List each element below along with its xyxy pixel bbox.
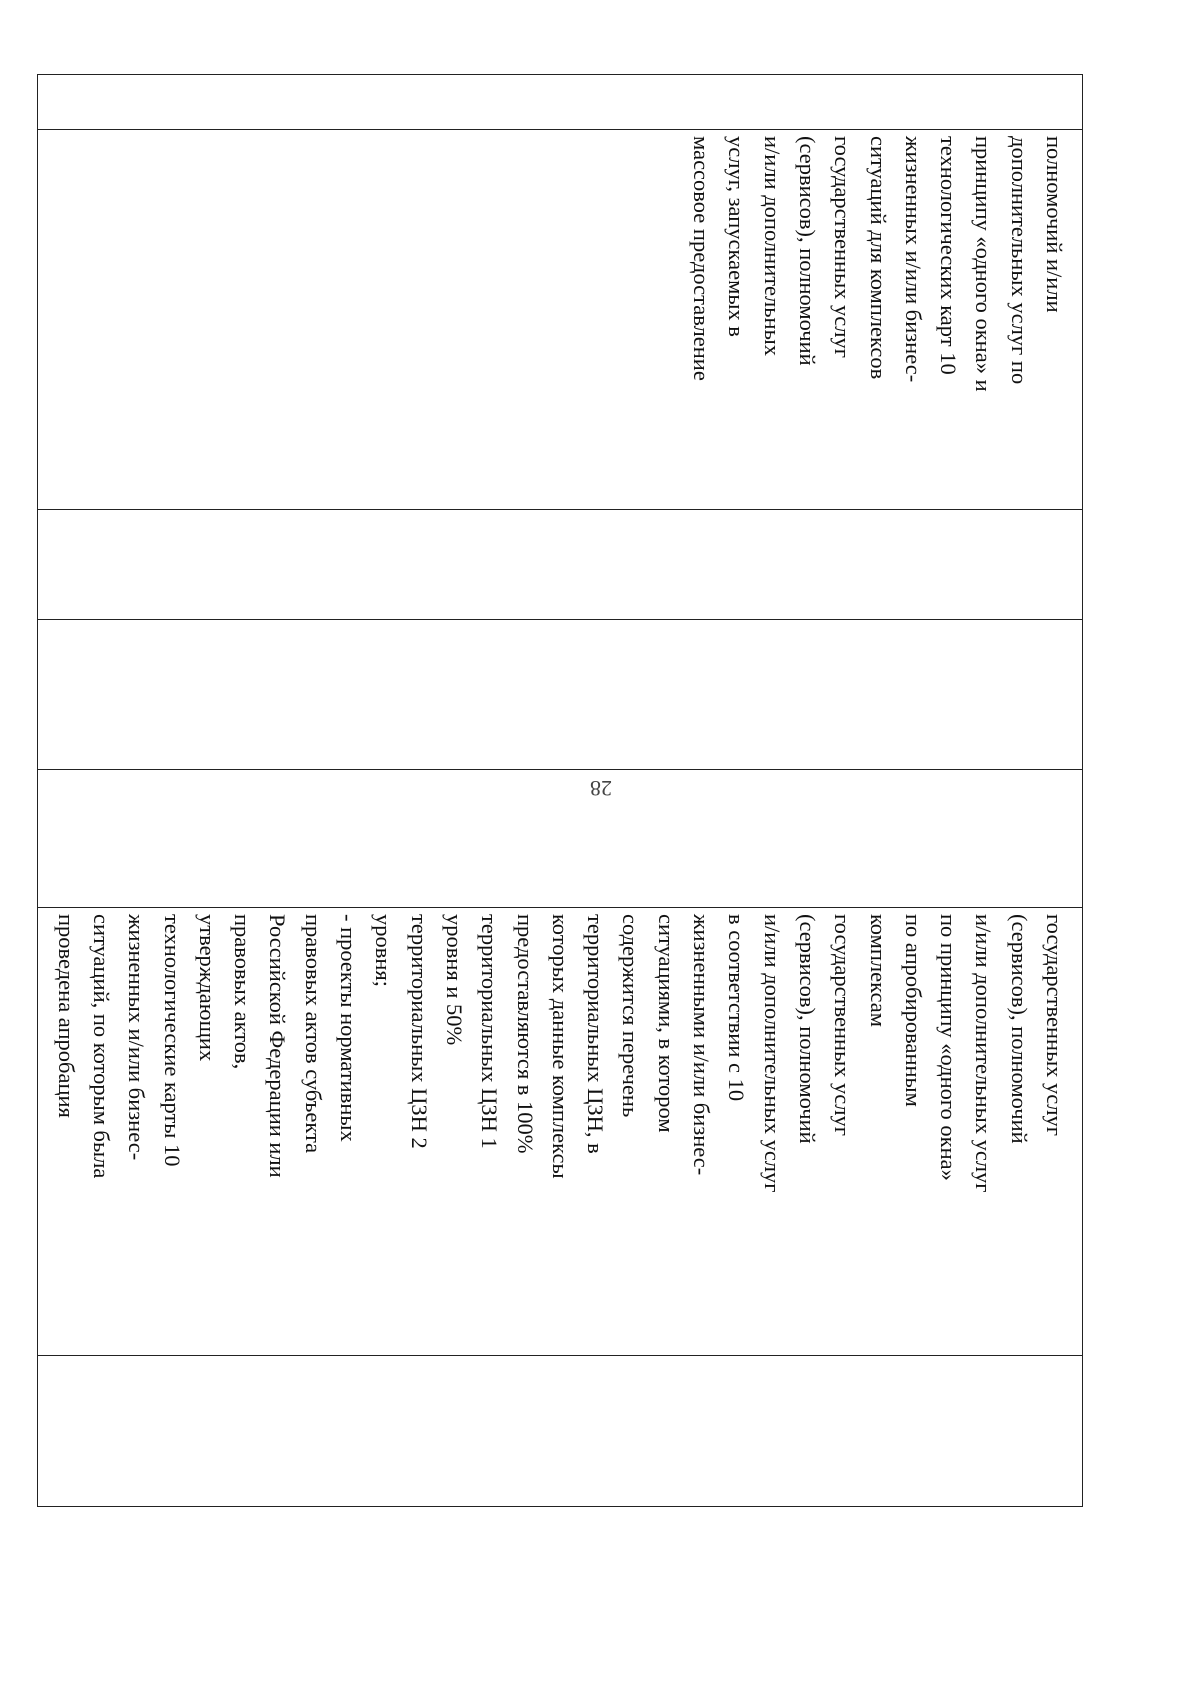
result-text-line: правовых актов, [230,914,256,1070]
result-text-line: территориальных ЦЗН, в [583,914,609,1154]
table-cell-empty-1 [38,510,1083,620]
table-cell-task-text [38,130,1083,510]
result-text-line: содержится перечень [618,914,644,1118]
result-text-line: и/или дополнительных услуг [759,914,785,1193]
result-text-line: жизненными и/или бизнес- [689,914,715,1176]
table-cell-empty-3 [38,770,1083,908]
task-text-line: (сервисов), полномочий [794,136,820,366]
task-text-line: массовое предоставление [689,136,715,381]
result-text-line: комплексам [865,914,891,1027]
result-text-block [48,914,1072,1349]
result-text-line: - проекты нормативных [336,914,362,1142]
task-text-line: технологических карт 10 [936,136,962,375]
result-text-line: по принципу «одного окна» [936,914,962,1181]
result-text-line: ситуаций, по которым была [88,914,114,1179]
task-text-line: дополнительных услуг по [1006,136,1032,385]
result-text-line: технологические карты 10 [159,914,185,1167]
result-text-line: по апробированным [900,914,926,1107]
task-text-line: жизненных и/или бизнес- [900,136,926,383]
result-text-line: предоставляются в 100% [512,914,538,1154]
document-table [37,74,1083,1507]
result-text-line: государственных услуг [1042,914,1067,1137]
result-text-line: проведена апробация [53,914,79,1118]
result-text-line: территориальных ЦЗН 1 [477,914,503,1149]
result-text-line: и/или дополнительных услуг [971,914,997,1193]
task-text-line: полномочий и/или [1042,136,1067,313]
task-text-line: государственных услуг [830,136,856,359]
table-cell-number [38,75,1083,130]
table-row [38,75,1083,1507]
result-text-line: Российской Федерации или [265,914,291,1178]
task-text-line: ситуаций для комплексов [865,136,891,380]
task-text-block [684,136,1072,503]
task-text-line: и/или дополнительных [759,136,785,356]
result-text-line: в соответствии с 10 [724,914,750,1102]
result-text-line: (сервисов), полномочий [1006,914,1032,1144]
result-text-line: уровня; [371,914,397,988]
result-text-line: (сервисов), полномочий [794,914,820,1144]
task-text-line: услуг, запускаемых в [724,136,750,337]
rotated-landscape-page [53,74,1083,1506]
table-cell-result-text [38,908,1083,1356]
task-text-line: принципу «одного окна» и [971,136,997,392]
result-text-line: уровня и 50% [441,914,467,1046]
table-cell-empty-2 [38,620,1083,770]
result-text-line: которых данные комплексы [547,914,573,1179]
table-cell-empty-4 [38,1356,1083,1507]
result-text-line: территориальных ЦЗН 2 [406,914,432,1149]
result-text-line: жизненных и/или бизнес- [124,914,150,1161]
result-text-line: утверждающих [194,914,220,1062]
result-text-line: правовых актов субъекта [300,914,326,1154]
result-text-line: государственных услуг [830,914,856,1137]
result-text-line: ситуациями, в котором [653,914,679,1133]
page-number: 28 [590,776,612,801]
